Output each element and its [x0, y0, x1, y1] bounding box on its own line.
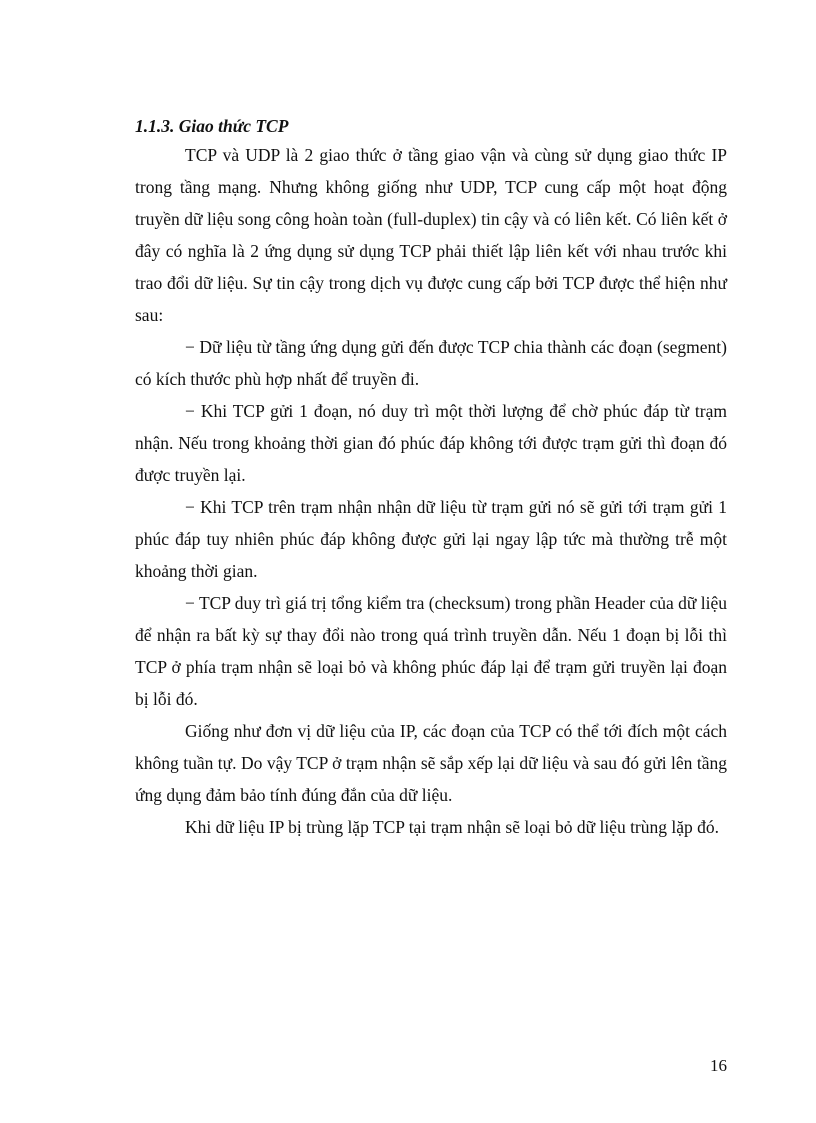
page-content: [135, 113, 727, 843]
paragraph-bullet-segment: − Dữ liệu từ tầng ứng dụng gửi đến được TCP chia thành các đoạn (segment) có kích thước phù hợp nhất để truyền đi.: [135, 337, 727, 389]
paragraph-bullet-checksum: − TCP duy trì giá trị tổng kiểm tra (checksum) trong phần Header của dữ liệu để nhận ra bất kỳ sự thay đổi nào trong quá trình truyền dẫn. Nếu 1 đoạn bị lỗi thì TCP ở phía trạm nhận sẽ loại bỏ và không phúc đáp lại để trạm gửi truyền lại đoạn bị lỗi đó.: [135, 593, 727, 709]
paragraph-duplicates: Khi dữ liệu IP bị trùng lặp TCP tại trạm nhận sẽ loại bỏ dữ liệu trùng lặp đó.: [185, 817, 720, 837]
page-number: 16: [710, 1056, 727, 1075]
paragraph-ordering: Giống như đơn vị dữ liệu của IP, các đoạn của TCP có thể tới đích một cách không tuần tự. Do vậy TCP ở trạm nhận sẽ sắp xếp lại dữ liệu và sau đó gửi lên tầng ứng dụng đảm bảo tính đúng đắn của dữ liệu.: [135, 721, 727, 805]
paragraph-bullet-ack: − Khi TCP trên trạm nhận nhận dữ liệu từ trạm gửi nó sẽ gửi tới trạm gửi 1 phúc đáp tuy nhiên phúc đáp không được gửi lại ngay lập tức mà thường trễ một khoảng thời gian.: [135, 497, 727, 581]
paragraph-bullet-timeout: − Khi TCP gửi 1 đoạn, nó duy trì một thời lượng để chờ phúc đáp từ trạm nhận. Nếu trong khoảng thời gian đó phúc đáp không tới được trạm gửi thì đoạn đó được truyền lại.: [135, 401, 727, 485]
paragraph-intro: TCP và UDP là 2 giao thức ở tầng giao vận và cùng sử dụng giao thức IP trong tầng mạng. Nhưng không giống như UDP, TCP cung cấp một hoạt động truyền dữ liệu song công hoàn toàn (full-duplex) tin cậy và có liên kết. Có liên kết ở đây có nghĩa là 2 ứng dụng sử dụng TCP phải thiết lập liên kết với nhau trước khi trao đổi dữ liệu. Sự tin cậy trong dịch vụ được cung cấp bởi TCP được thể hiện như sau:: [135, 145, 727, 325]
section-heading: 1.1.3. Giao thức TCP: [135, 116, 289, 136]
